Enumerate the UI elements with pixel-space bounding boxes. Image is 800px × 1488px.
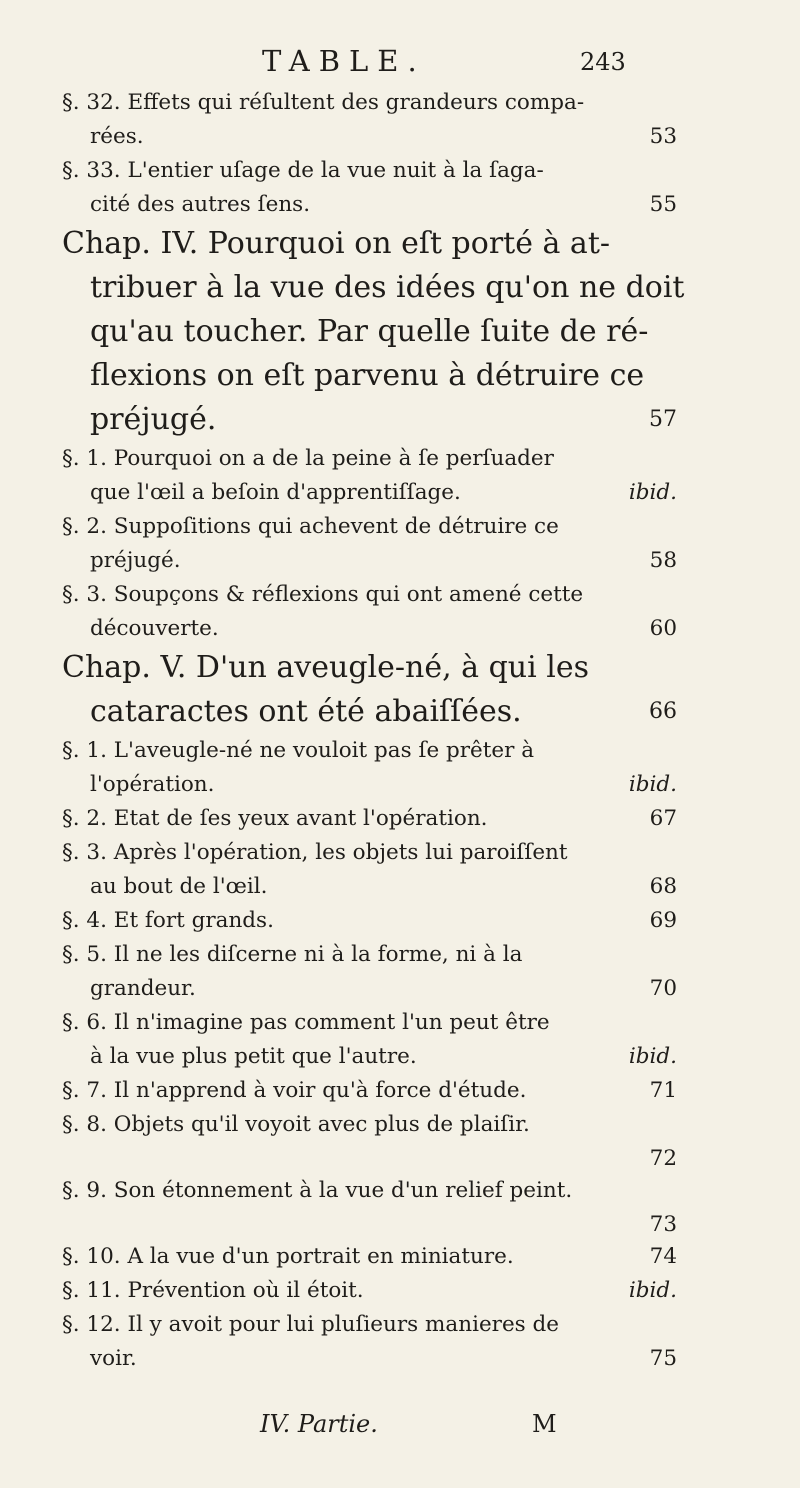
entry-line: §. 10. A la vue d'un portrait en miniature. 74 [62, 1240, 677, 1274]
section-entry [62, 1074, 677, 1108]
chapter-entry [62, 222, 685, 442]
entry-page-ref: 57 [649, 407, 677, 432]
page-ref-line [62, 1208, 677, 1240]
entry-page-ref: 68 [649, 874, 677, 899]
section-entry [62, 154, 677, 222]
entry-page-ref: 55 [649, 192, 677, 217]
section-entry [62, 802, 677, 836]
entry-line: §. 12. Il y avoit pour lui pluſieurs manieres de [62, 1312, 560, 1337]
entry-page-ref: 69 [649, 908, 677, 933]
entry-line: §. 3. Après l'opération, les objets lui paroiſſent [62, 840, 568, 865]
entry-line: §. 6. Il n'imagine pas comment l'un peut être [62, 1010, 550, 1035]
entry-line: §. 4. Et fort grands. 69 [62, 904, 677, 938]
entry-page-ref: ibid. [628, 772, 677, 797]
section-entry [62, 904, 677, 938]
section-entry [62, 442, 677, 510]
entry-page-ref: 53 [649, 124, 677, 149]
section-entry [62, 1308, 677, 1376]
entry-page-ref: 66 [649, 699, 677, 724]
entry-page-ref: 60 [649, 616, 677, 641]
entry-page-ref: 58 [649, 548, 677, 573]
entry-page-ref: 74 [649, 1244, 677, 1269]
chapter-entry [62, 646, 677, 734]
entry-line: à la vue plus petit que l'autre. ibid. [62, 1040, 677, 1074]
section-entry [62, 1174, 677, 1240]
page-number: 243 [580, 48, 626, 76]
entry-line: voir. 75 [62, 1342, 677, 1376]
entry-line: §. 1. L'aveugle-né ne vouloit pas ſe prêter à [62, 738, 535, 763]
section-entry [62, 1240, 677, 1274]
table-of-contents [62, 86, 685, 1376]
entry-line: §. 2. Suppoſitions qui achevent de détruire ce [62, 514, 559, 539]
entry-page-ref: 73 [649, 1212, 677, 1237]
running-header [0, 44, 800, 84]
entry-line: §. 11. Prévention où il étoit. ibid. [62, 1274, 677, 1308]
entry-line: grandeur. 70 [62, 972, 677, 1006]
section-entry [62, 1108, 677, 1174]
entry-line: découverte. 60 [62, 612, 677, 646]
entry-page-ref: ibid. [628, 480, 677, 505]
entry-line: Chap. V. D'un aveugle-né, à qui les [62, 650, 589, 685]
section-entry [62, 578, 677, 646]
section-entry [62, 86, 677, 154]
entry-line: cité des autres ſens. 55 [62, 188, 677, 222]
entry-line: §. 2. Etat de ſes yeux avant l'opération. 67 [62, 802, 677, 836]
entry-line: que l'œil a beſoin d'apprentiſſage. ibid. [62, 476, 677, 510]
entry-line: cataractes ont été abaiſſées. 66 [62, 690, 677, 734]
section-entry [62, 510, 677, 578]
header-title: TABLE. [262, 44, 426, 78]
entry-line: flexions on eſt parvenu à détruire ce [90, 358, 645, 393]
entry-line: §. 5. Il ne les diſcerne ni à la forme, ni à la [62, 942, 523, 967]
entry-line: l'opération. ibid. [62, 768, 677, 802]
entry-page-ref: 71 [649, 1078, 677, 1103]
entry-line: tribuer à la vue des idées qu'on ne doit [90, 270, 685, 305]
entry-page-ref: 75 [649, 1346, 677, 1371]
entry-line: au bout de l'œil. 68 [62, 870, 677, 904]
entry-line: §. 33. L'entier uſage de la vue nuit à la ſaga- [62, 158, 544, 183]
section-entry [62, 836, 677, 904]
part-label: IV. Partie. [260, 1410, 378, 1438]
entry-page-ref: ibid. [628, 1044, 677, 1069]
signature-mark: M [532, 1410, 557, 1438]
page-footer [0, 1410, 800, 1450]
entry-line: §. 8. Objets qu'il voyoit avec plus de plaiſir. [62, 1112, 530, 1137]
entry-line: préjugé. 58 [62, 544, 677, 578]
section-entry [62, 1006, 677, 1074]
entry-line: rées. 53 [62, 120, 677, 154]
entry-line: §. 3. Soupçons & réflexions qui ont amené cette [62, 582, 584, 607]
entry-line: §. 7. Il n'apprend à voir qu'à force d'étude. 71 [62, 1074, 677, 1108]
entry-page-ref: 67 [649, 806, 677, 831]
entry-page-ref: ibid. [628, 1278, 677, 1303]
entry-line: §. 1. Pourquoi on a de la peine à ſe perſuader [62, 446, 554, 471]
entry-page-ref: 70 [649, 976, 677, 1001]
section-entry [62, 1274, 677, 1308]
page-ref-line [62, 1142, 677, 1174]
section-entry [62, 734, 677, 802]
entry-line: Chap. IV. Pourquoi on eſt porté à at- [62, 226, 611, 261]
entry-line: §. 32. Effets qui réſultent des grandeurs compa- [62, 90, 585, 115]
entry-page-ref: 72 [649, 1146, 677, 1171]
entry-line: §. 9. Son étonnement à la vue d'un relief peint. [62, 1178, 573, 1203]
entry-line: qu'au toucher. Par quelle ſuite de ré- [90, 314, 649, 349]
entry-line: préjugé. 57 [62, 398, 677, 442]
section-entry [62, 938, 677, 1006]
